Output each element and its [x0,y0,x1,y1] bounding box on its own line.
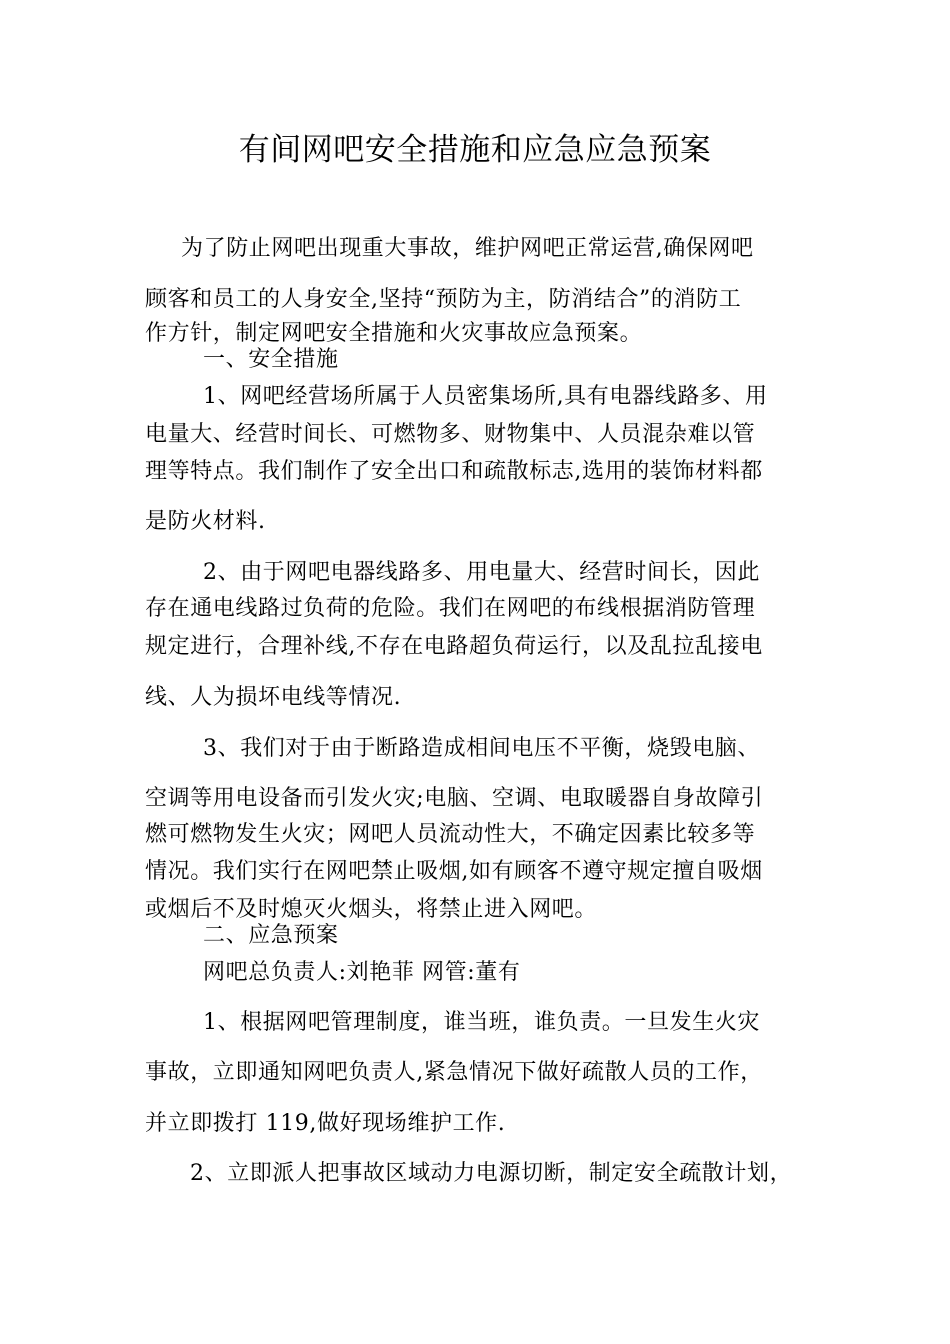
body-line: 网吧总负责人:刘艳菲 网管:董有 [203,960,521,985]
body-line: 情况。我们实行在网吧禁止吸烟,如有顾客不遵守规定擅自吸烟 [145,859,763,884]
body-line: 空调等用电设备而引发火灾;电脑、空调、电取暖器自身故障引 [145,786,764,811]
body-line: 事故，立即通知网吧负责人,紧急情况下做好疏散人员的工作， [145,1060,763,1085]
body-line: 规定进行，合理补线,不存在电路超负荷运行，以及乱拉乱接电 [145,634,763,659]
body-line: 或烟后不及时熄灭火烟头，将禁止进入网吧。 [145,897,598,922]
body-line: 2、由于网吧电器线路多、用电量大、经营时间长，因此 [203,560,760,585]
body-line: 是防火材料. [145,509,266,534]
body-line: 为了防止网吧出现重大事故，维护网吧正常运营,确保网吧 [181,236,754,261]
body-line: 并立即拨打 119,做好现场维护工作. [145,1111,506,1136]
body-line: 电量大、经营时间长、可燃物多、财物集中、人员混杂难以管 [145,422,756,447]
body-line: 1、根据网吧管理制度，谁当班，谁负责。一旦发生火灾 [203,1010,760,1035]
body-line: 3、我们对于由于断路造成相间电压不平衡，烧毁电脑、 [203,736,760,761]
body-line: 燃可燃物发生火灾；网吧人员流动性大，不确定因素比较多等 [145,822,756,847]
body-line: 理等特点。我们制作了安全出口和疏散标志,选用的装饰材料都 [145,459,763,484]
body-line: 作方针，制定网吧安全措施和火灾事故应急预案。 [145,321,643,346]
document-title: 有间网吧安全措施和应急应急预案 [238,132,712,168]
body-line: 1、网吧经营场所属于人员密集场所,具有电器线路多、用 [203,384,768,409]
body-line: 线、人为损坏电线等情况. [145,685,402,710]
body-line: 存在通电线路过负荷的危险。我们在网吧的布线根据消防管理 [145,596,756,621]
section-heading: 二、应急预案 [203,923,339,948]
body-line: 2、立即派人把事故区域动力电源切断，制定安全疏散计划， [190,1161,793,1186]
section-heading: 一、安全措施 [203,347,339,372]
body-line: 顾客和员工的人身安全,坚持“预防为主，防消结合”的消防工 [145,287,742,312]
